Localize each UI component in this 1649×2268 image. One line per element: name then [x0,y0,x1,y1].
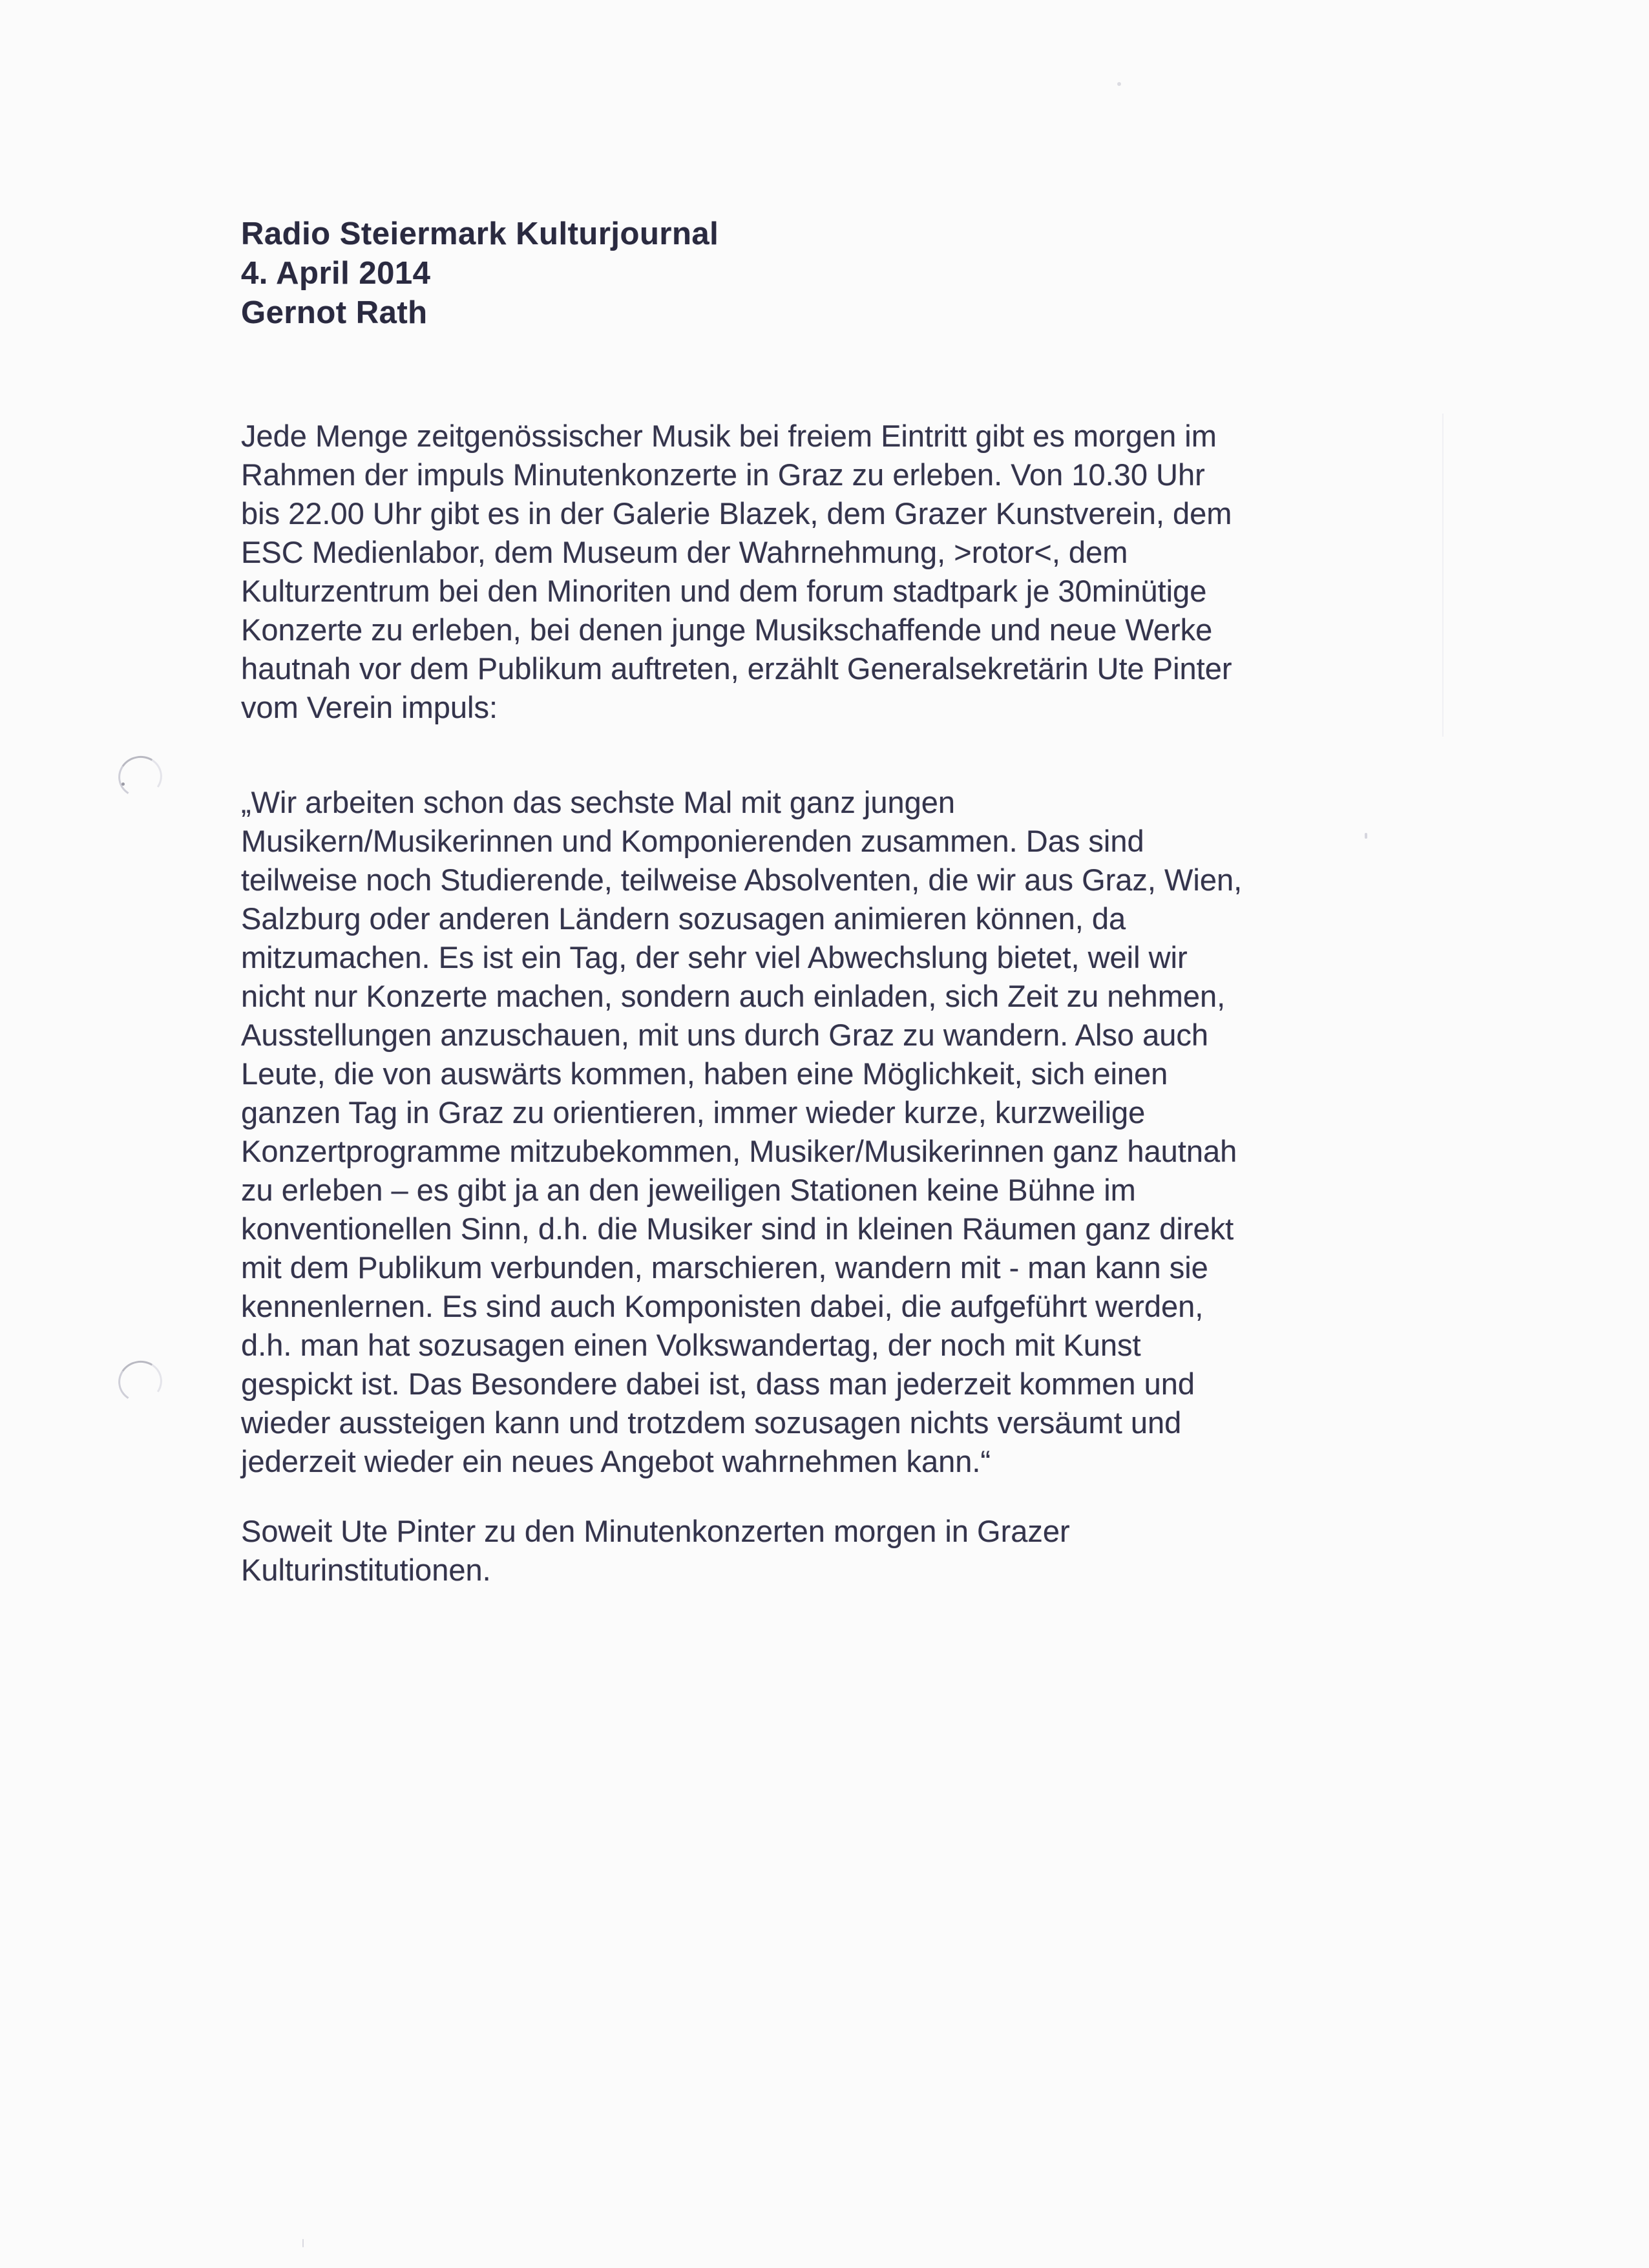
text-line: Salzburg oder anderen Ländern sozusagen animieren können, da [241,901,1126,936]
text-line: Kulturzentrum bei den Minoriten und dem forum stadtpark je 30minütige [241,574,1207,608]
text-line: ESC Medienlabor, dem Museum der Wahrnehmung, >rotor<, dem [241,535,1128,569]
text-line: Ausstellungen anzuschauen, mit uns durch Graz zu wandern. Also auch [241,1018,1209,1052]
text-line: d.h. man hat sozusagen einen Volkswandertag, der noch mit Kunst [241,1328,1141,1362]
text-line: bis 22.00 Uhr gibt es in der Galerie Blazek, dem Grazer Kunstverein, dem [241,496,1232,530]
text-line: hautnah vor dem Publikum auftreten, erzählt Generalsekretärin Ute Pinter [241,651,1232,686]
text-line: kennenlernen. Es sind auch Komponisten dabei, die aufgeführt werden, [241,1289,1204,1323]
document-header [241,215,719,333]
text-line: teilweise noch Studierende, teilweise Absolventen, die wir aus Graz, Wien, [241,863,1243,897]
text-line: Konzerte zu erleben, bei denen junge Musikschaffende und neue Werke [241,613,1213,647]
closing-paragraph [241,1512,1070,1590]
text-line: Soweit Ute Pinter zu den Minutenkonzerten morgen in Grazer [241,1514,1070,1548]
text-line: mitzumachen. Es ist ein Tag, der sehr viel Abwechslung bietet, weil wir [241,940,1188,974]
text-line: Leute, die von auswärts kommen, haben eine Möglichkeit, sich einen [241,1056,1168,1091]
doc-title: Radio Steiermark Kulturjournal [241,216,719,251]
punch-hole-mark-bottom [114,1357,166,1407]
text-line: zu erleben – es gibt ja an den jeweiligen Stationen keine Bühne im [241,1173,1136,1207]
dust-speck [1117,82,1121,86]
text-line: Jede Menge zeitgenössischer Musik bei freiem Eintritt gibt es morgen im [241,419,1217,453]
doc-author: Gernot Rath [241,295,428,330]
text-line: Konzertprogramme mitzubekommen, Musiker/Musikerinnen ganz hautnah [241,1134,1237,1168]
punch-hole-mark-top [114,752,166,802]
text-line: wieder aussteigen kann und trotzdem sozusagen nichts versäumt und [241,1405,1182,1440]
text-line: nicht nur Konzerte machen, sondern auch einladen, sich Zeit zu nehmen, [241,979,1226,1013]
text-line: gespickt ist. Das Besondere dabei ist, dass man jederzeit kommen und [241,1367,1195,1401]
dust-speck [302,2239,304,2247]
doc-date: 4. April 2014 [241,256,431,291]
dust-speck [1365,833,1367,839]
text-line: Musikern/Musikerinnen und Komponierenden zusammen. Das sind [241,824,1144,858]
text-line: mit dem Publikum verbunden, marschieren, wandern mit - man kann sie [241,1250,1208,1285]
intro-paragraph [241,417,1232,727]
text-line: „Wir arbeiten schon das sechste Mal mit ganz jungen [241,785,956,819]
scan-crease-line [1442,414,1444,737]
dust-speck [121,782,125,786]
text-line: konventionellen Sinn, d.h. die Musiker sind in kleinen Räumen ganz direkt [241,1212,1234,1246]
text-line: Kulturinstitutionen. [241,1553,491,1587]
text-line: jederzeit wieder ein neues Angebot wahrnehmen kann.“ [241,1444,991,1478]
quote-paragraph [241,783,1242,1481]
text-line: ganzen Tag in Graz zu orientieren, immer wieder kurze, kurzweilige [241,1095,1146,1129]
text-line: Rahmen der impuls Minutenkonzerte in Graz zu erleben. Von 10.30 Uhr [241,457,1205,492]
text-line: vom Verein impuls: [241,690,498,724]
